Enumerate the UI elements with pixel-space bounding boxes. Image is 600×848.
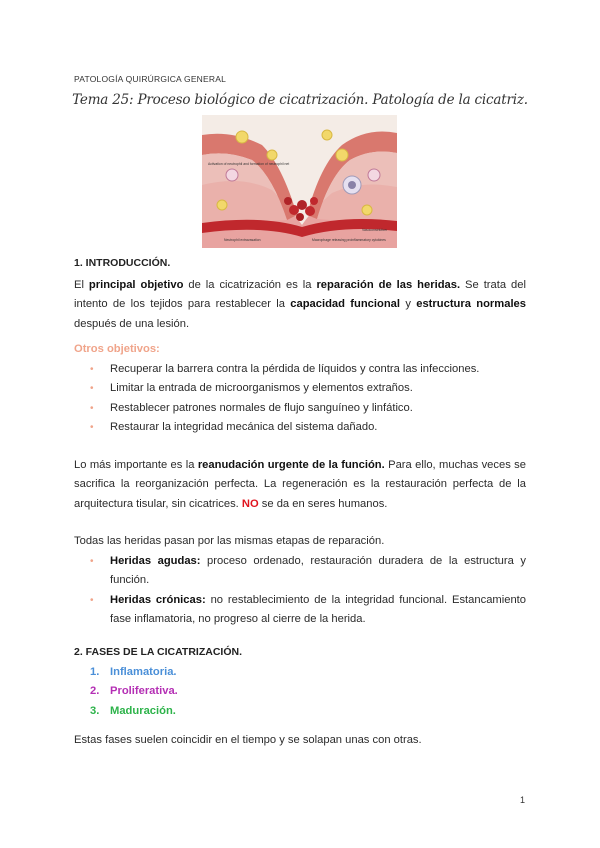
fase-label: Maduración. [110,704,176,717]
wound-healing-illustration [202,115,397,248]
list-item: • Limitar la entrada de microorganismos y elementos extraños. [74,379,526,399]
text-run: después de una lesión. [74,317,190,330]
bold-run: Heridas agudas: [110,554,201,567]
fase-label: Proliferativa. [110,685,178,697]
section-introduccion [74,254,526,630]
emphasis-no: NO [241,497,259,510]
bold-run: principal objetivo [88,278,184,291]
figure-label: Vasoconstriction [362,228,387,232]
page-number: 1 [520,795,526,805]
fase-number: 1. [90,665,100,678]
text-run: no restablecimiento de la integridad funcional. Estancamiento fase inflamatoria, no progreso al cierre de la herida. [110,593,526,625]
figure-label: Macrophage releasing proinflammatory cytokines [312,238,386,242]
fase-label: Inflamatoria. [110,665,177,678]
reanudacion-paragraph [74,456,526,515]
bold-run: estructura normales [416,298,526,310]
text-run: y [400,298,417,310]
list-item [74,591,526,630]
text-run: proceso ordenado, restauración duradera de la estructura y función. [110,554,527,586]
text-run: Se trata del intento de los tejidos para restablecer la [74,278,526,310]
text-run: Lo más importante es la [74,458,198,471]
list-item: • Restaurar la integridad mecánica del sistema dañado. [74,418,526,438]
figure-label: Activation of neutrophil and formation of neutrophil net [208,162,290,166]
page-title: Tema 25: Proceso biológico de cicatrización. Patología de la cicatriz. [72,92,528,108]
etapas-paragraph: Todas las heridas pasan por las mismas etapas de reparación. [74,535,385,547]
fase-item [74,663,526,683]
list-item [74,552,526,591]
text-run: se da en seres humanos. [258,497,388,510]
section-fases [74,643,526,751]
running-header: PATOLOGÍA QUIRÚRGICA GENERAL [74,74,227,84]
fase-item [74,682,526,702]
list-item: • Restablecer patrones normales de flujo sanguíneo y linfático. [74,399,526,419]
otros-objetivos-label: Otros objetivos: [74,343,160,355]
otros-objetivos-list [74,360,526,438]
fases-list [74,663,526,722]
text-run: Para ello, muchas veces se sacrifica la reorganización perfecta. La regeneración es la restauración perfecta de la arquitectura tisular, sin cicatrices. [74,458,526,510]
text-run: de la cicatrización es la [183,278,317,291]
bold-run: reparación de las heridas. [316,278,461,291]
bold-run: capacidad funcional [290,298,401,310]
text-run: El [74,278,89,291]
list-item: • Recuperar la barrera contra la pérdida de líquidos y contra las infecciones. [74,360,526,380]
closing-paragraph: Estas fases suelen coincidir en el tiempo y se solapan unas con otras. [74,734,422,746]
fase-number: 3. [90,704,100,717]
figure-label: Neutrophil extravasation [224,238,261,242]
fase-number: 2. [90,685,100,697]
bold-run: reanudación urgente de la función. [197,458,385,471]
section-heading: 2. FASES DE LA CICATRIZACIÓN. [74,646,243,658]
tipos-heridas-list [74,552,526,630]
fase-item [74,702,526,722]
section-heading: 1. INTRODUCCIÓN. [74,257,171,269]
bold-run: Heridas crónicas: [110,593,206,606]
intro-paragraph [74,276,526,335]
